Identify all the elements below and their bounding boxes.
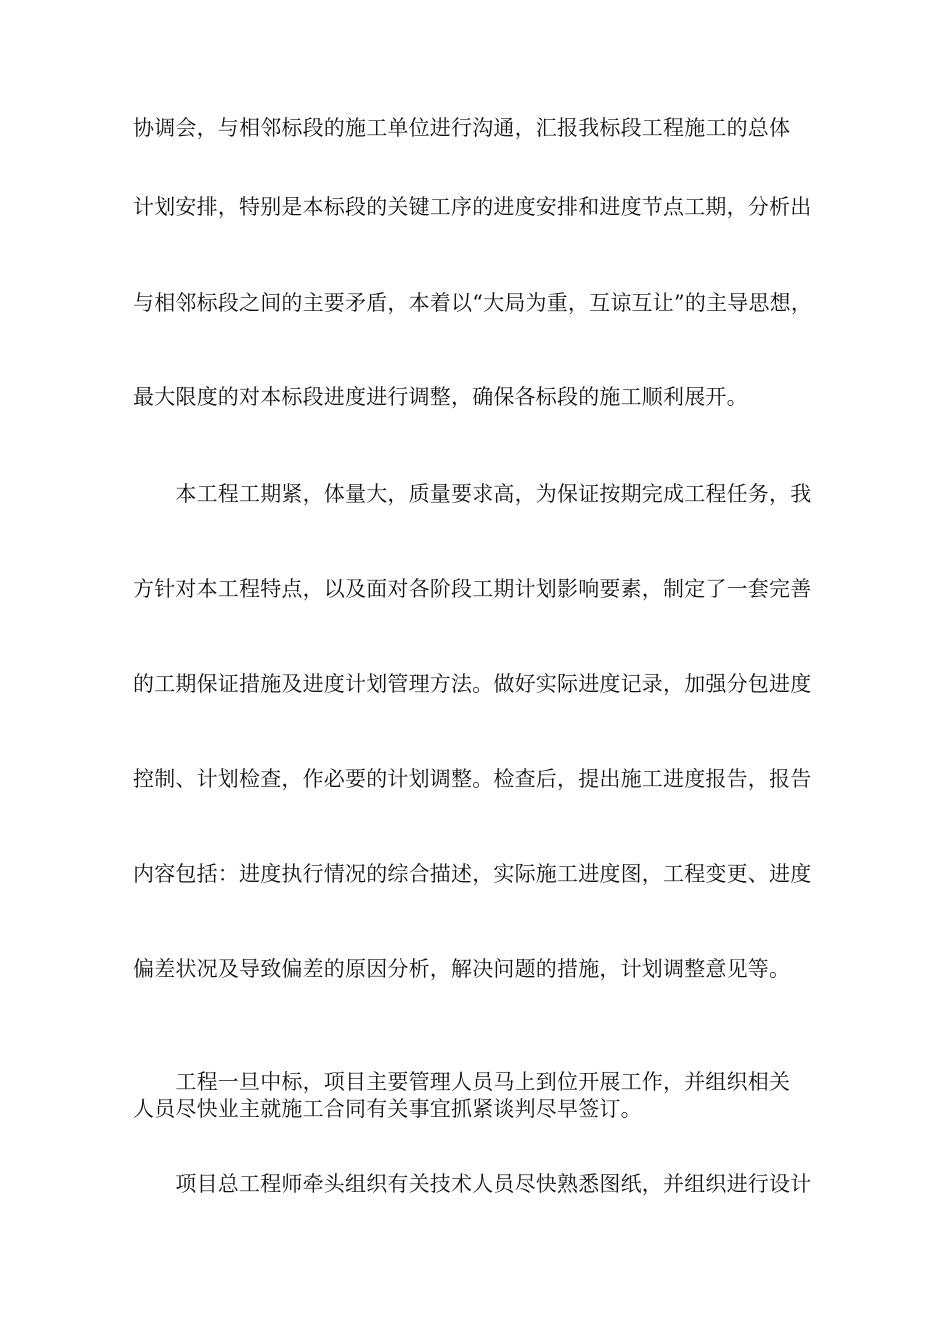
text-line: 本工程工期紧，体量大，质量要求高，为保证按期完成工程任务，我	[133, 482, 812, 506]
text-line: 的工期保证措施及进度计划管理方法。做好实际进度记录，加强分包进度	[133, 672, 812, 696]
text-line: 控制、计划检查，作必要的计划调整。检查后，提出施工进度报告，报告	[133, 767, 812, 791]
text-line: 偏差状况及导致偏差的原因分析，解决问题的措施，计划调整意见等。	[133, 957, 791, 981]
text-line: 人员尽快业主就施工合同有关事宜抓紧谈判尽早签订。	[133, 1097, 642, 1121]
text-line: 方针对本工程特点，以及面对各阶段工期计划影响要素，制定了一套完善	[133, 577, 812, 601]
text-line: 项目总工程师牵头组织有关技术人员尽快熟悉图纸，并组织进行设计	[133, 1172, 812, 1196]
text-line: 计划安排，特别是本标段的关键工序的进度安排和进度节点工期，分析出	[133, 195, 812, 219]
text-line: 工程一旦中标，项目主要管理人员马上到位开展工作，并组织相关	[133, 1070, 791, 1094]
text-line: 与相邻标段之间的主要矛盾，本着以“大局为重，互谅互让”的主导思想，	[133, 291, 813, 315]
text-line: 内容包括：进度执行情况的综合描述，实际施工进度图，工程变更、进度	[133, 862, 812, 886]
text-line: 最大限度的对本标段进度进行调整，确保各标段的施工顺利展开。	[133, 385, 748, 409]
text-line: 协调会，与相邻标段的施工单位进行沟通，汇报我标段工程施工的总体	[133, 116, 791, 140]
